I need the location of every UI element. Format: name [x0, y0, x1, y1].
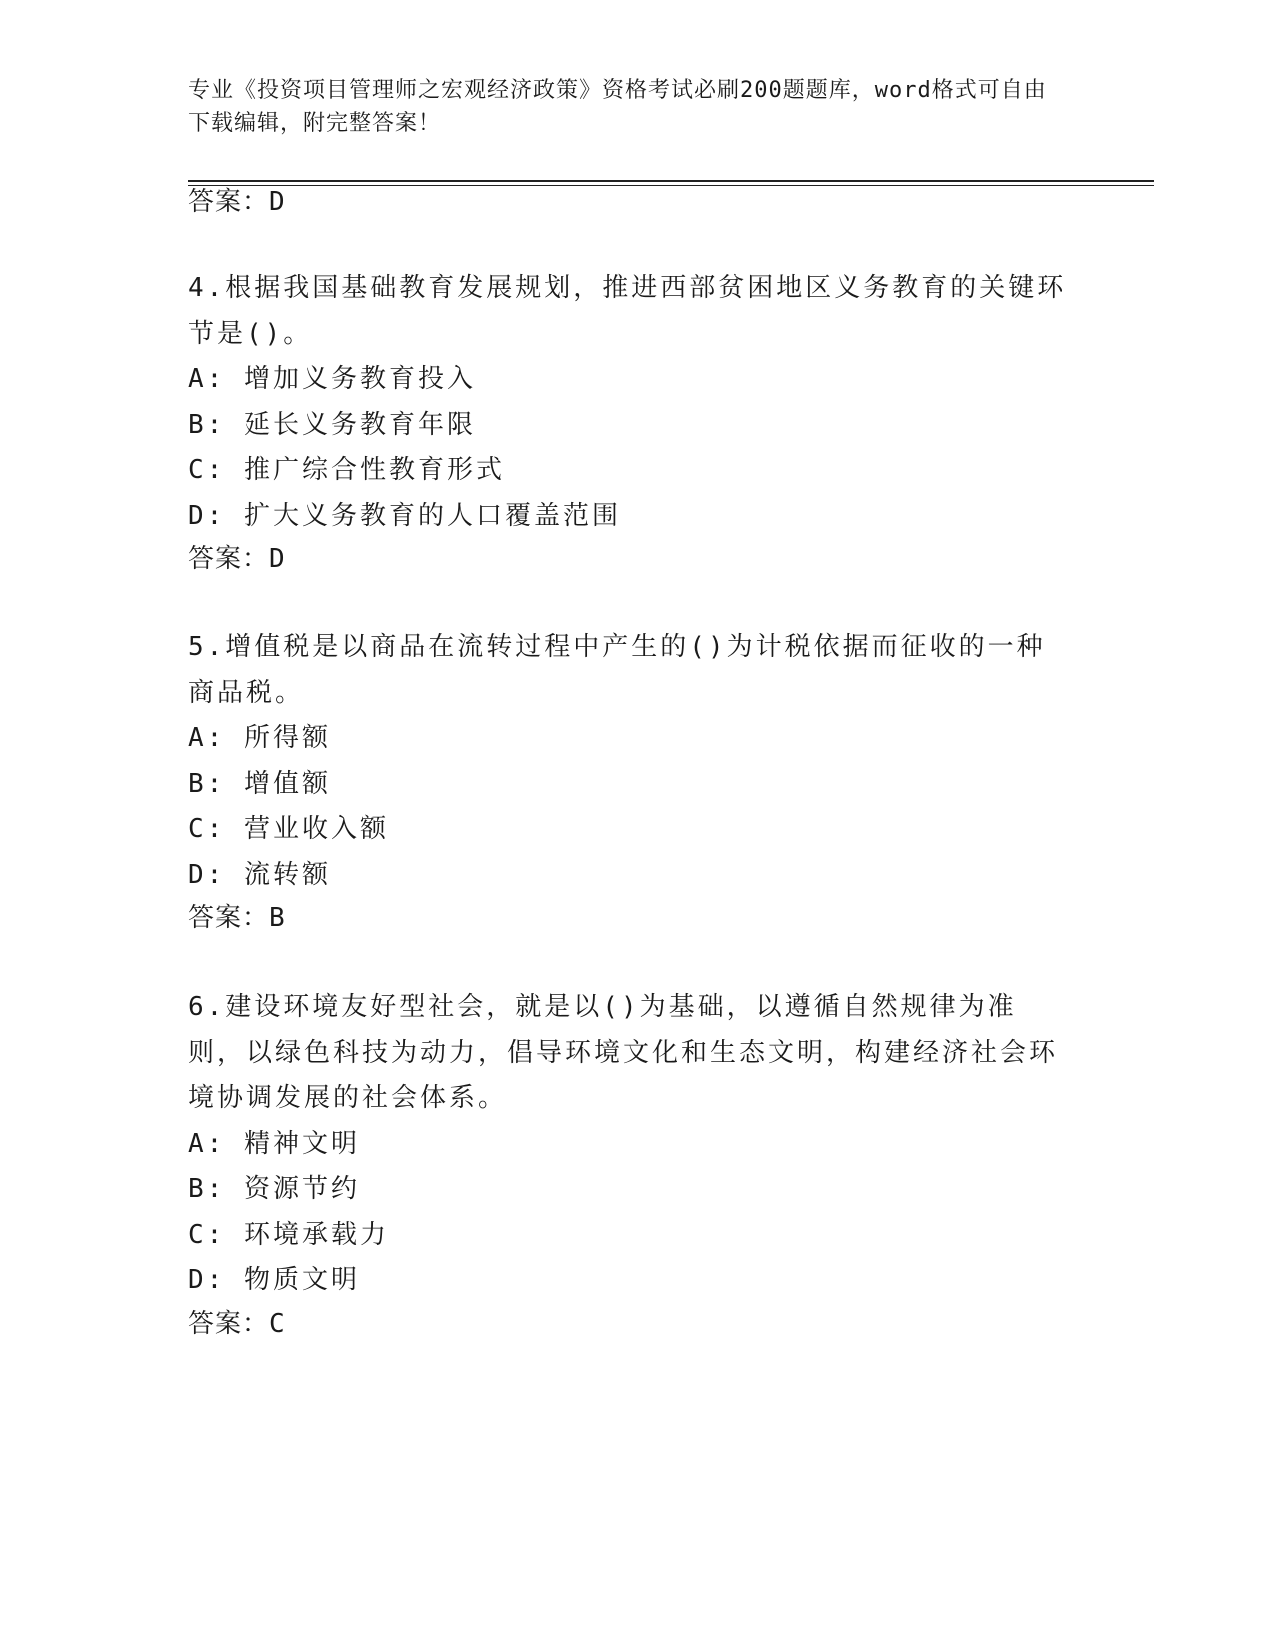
option-d: D: 物质文明 — [188, 1265, 360, 1295]
answer-label: 答案： — [188, 1308, 270, 1339]
answer-value: B — [269, 903, 286, 933]
question-block — [188, 625, 1068, 938]
option-d: D: 流转额 — [188, 859, 331, 890]
question-text: 5.增值税是以商品在流转过程中产生的()为计税依据而征收的一种商品税。 — [188, 632, 1046, 708]
answer-label: 答案： — [188, 187, 270, 217]
option-a: A: 增加义务教育投入 — [188, 364, 476, 394]
option-b: B: 延长义务教育年限 — [188, 409, 476, 440]
answer-value: D — [269, 187, 286, 217]
question-block — [188, 985, 1068, 1344]
option-b: B: 资源节约 — [188, 1174, 360, 1204]
document-header: 专业《投资项目管理师之宏观经济政策》资格考试必刷200题题库，word格式可自由下载编辑，附完整答案！ — [188, 78, 1047, 136]
answer-line — [188, 1304, 1068, 1344]
question-block — [188, 266, 1068, 579]
answer-line — [188, 182, 1068, 222]
option-c: C: 环境承载力 — [188, 1219, 389, 1250]
question-text: 4.根据我国基础教育发展规划，推进西部贫困地区义务教育的关键环节是()。 — [188, 273, 1067, 349]
answer-line — [188, 539, 1068, 579]
option-c: C: 营业收入额 — [188, 814, 389, 844]
option-d: D: 扩大义务教育的人口覆盖范围 — [188, 500, 621, 531]
answer-value: D — [269, 544, 286, 574]
option-a: A: 精神文明 — [188, 1128, 360, 1159]
option-a: A: 所得额 — [188, 723, 331, 753]
answer-value: C — [269, 1308, 286, 1339]
option-c: C: 推广综合性教育形式 — [188, 455, 505, 485]
answer-label: 答案： — [188, 903, 270, 933]
option-b: B: 增值额 — [188, 768, 331, 799]
question-text: 6.建设环境友好型社会，就是以()为基础，以遵循自然规律为准则，以绿色科技为动力，倡导环境文化和生态文明，构建经济社会环境协调发展的社会体系。 — [188, 992, 1059, 1113]
answer-line — [188, 898, 1068, 938]
answer-label: 答案： — [188, 544, 270, 574]
